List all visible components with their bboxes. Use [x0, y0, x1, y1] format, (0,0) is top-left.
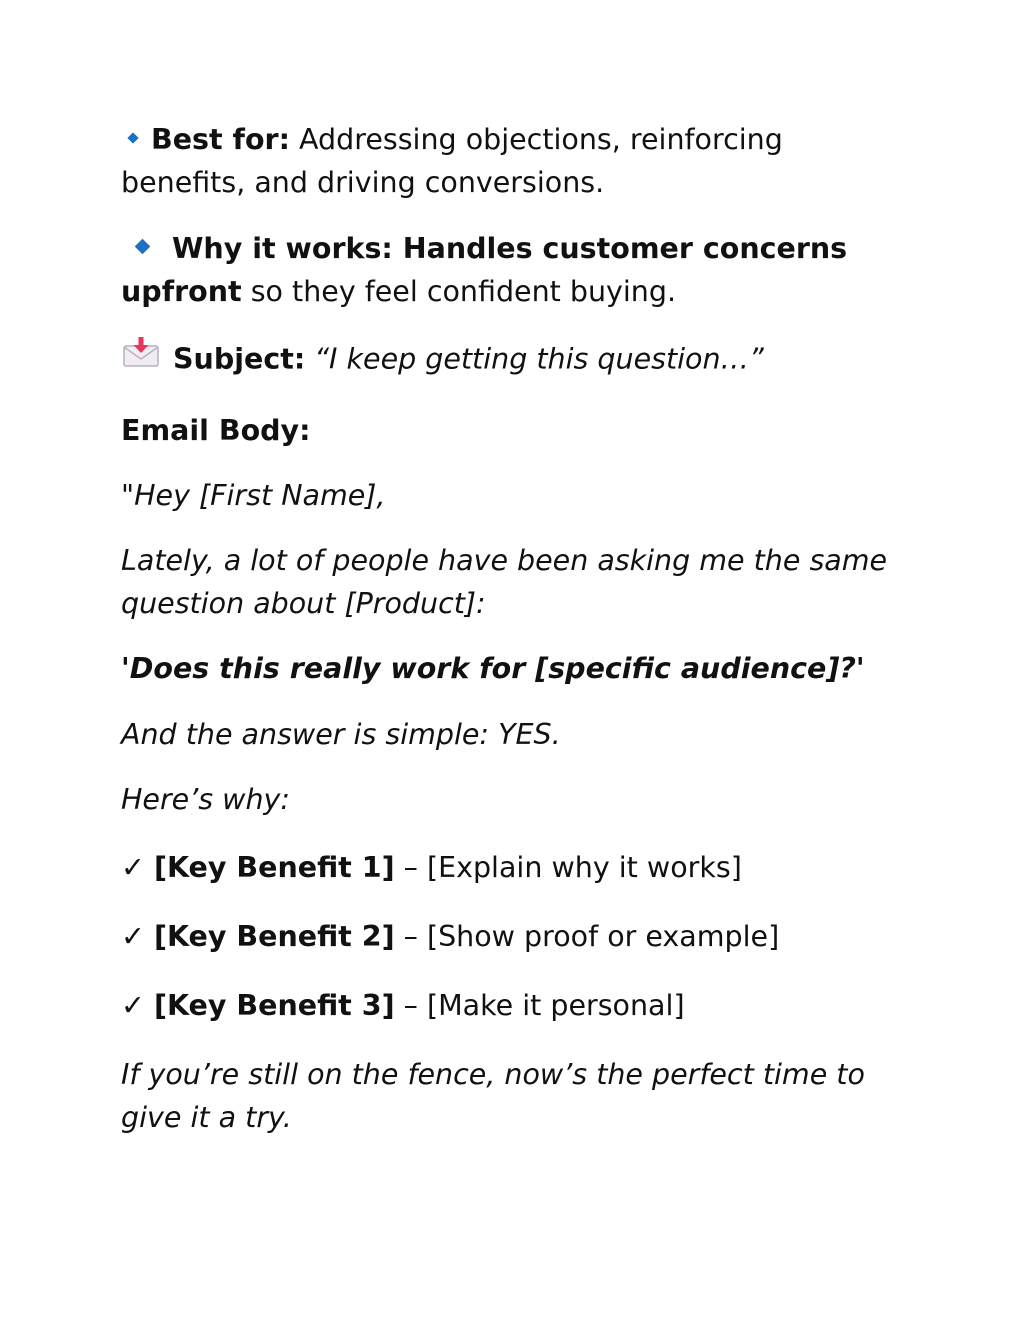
fence-text: If you’re still on the fence, now’s the perfect time to give it a try. [121, 1058, 865, 1134]
check-icon: ✓ [121, 851, 145, 884]
email-body-heading [121, 409, 901, 452]
document-page [121, 118, 901, 1139]
blue-diamond-icon [135, 238, 151, 254]
heres-why-text: Here’s why: [121, 783, 291, 816]
benefit-label: [Key Benefit 3] [153, 989, 395, 1022]
benefit-label: [Key Benefit 2] [153, 920, 395, 953]
benefit-text: – [Make it personal] [394, 989, 685, 1022]
email-question-paragraph [121, 647, 901, 690]
blue-diamond-icon [127, 132, 138, 143]
check-icon: ✓ [121, 989, 145, 1022]
check-icon: ✓ [121, 920, 145, 953]
benefit-text: – [Show proof or example] [394, 920, 780, 953]
greeting-text: "Hey [First Name], [121, 479, 386, 512]
email-fence-paragraph [121, 1053, 901, 1139]
best-for-text: Addressing objections, reinforcing benefits, and driving conversions. [121, 123, 783, 199]
why-it-works-paragraph [121, 227, 901, 313]
email-body-label: Email Body: [121, 414, 311, 447]
envelope-with-arrow-icon [123, 336, 159, 379]
benefit-label: [Key Benefit 1] [153, 851, 395, 884]
subject-paragraph [121, 336, 901, 385]
benefit-item [121, 984, 901, 1027]
question-text: 'Does this really work for [specific audience]?' [121, 652, 865, 685]
lately-text: Lately, a lot of people have been asking me the same question about [Product]: [121, 544, 888, 620]
why-it-works-label: Why it works: Handles customer concerns upfront [121, 232, 848, 308]
best-for-paragraph [121, 118, 901, 204]
email-lately-paragraph [121, 539, 901, 625]
subject-text: “I keep getting this question…” [314, 342, 764, 376]
benefit-item [121, 915, 901, 958]
benefit-item [121, 846, 901, 889]
subject-label: Subject: [173, 342, 306, 376]
answer-text: And the answer is simple: YES. [121, 718, 561, 751]
email-answer-paragraph [121, 713, 901, 756]
benefit-text: – [Explain why it works] [394, 851, 742, 884]
email-greeting [121, 474, 901, 517]
best-for-label: Best for: [151, 123, 290, 156]
email-heres-why-paragraph [121, 778, 901, 821]
why-it-works-text: so they feel confident buying. [241, 275, 677, 308]
